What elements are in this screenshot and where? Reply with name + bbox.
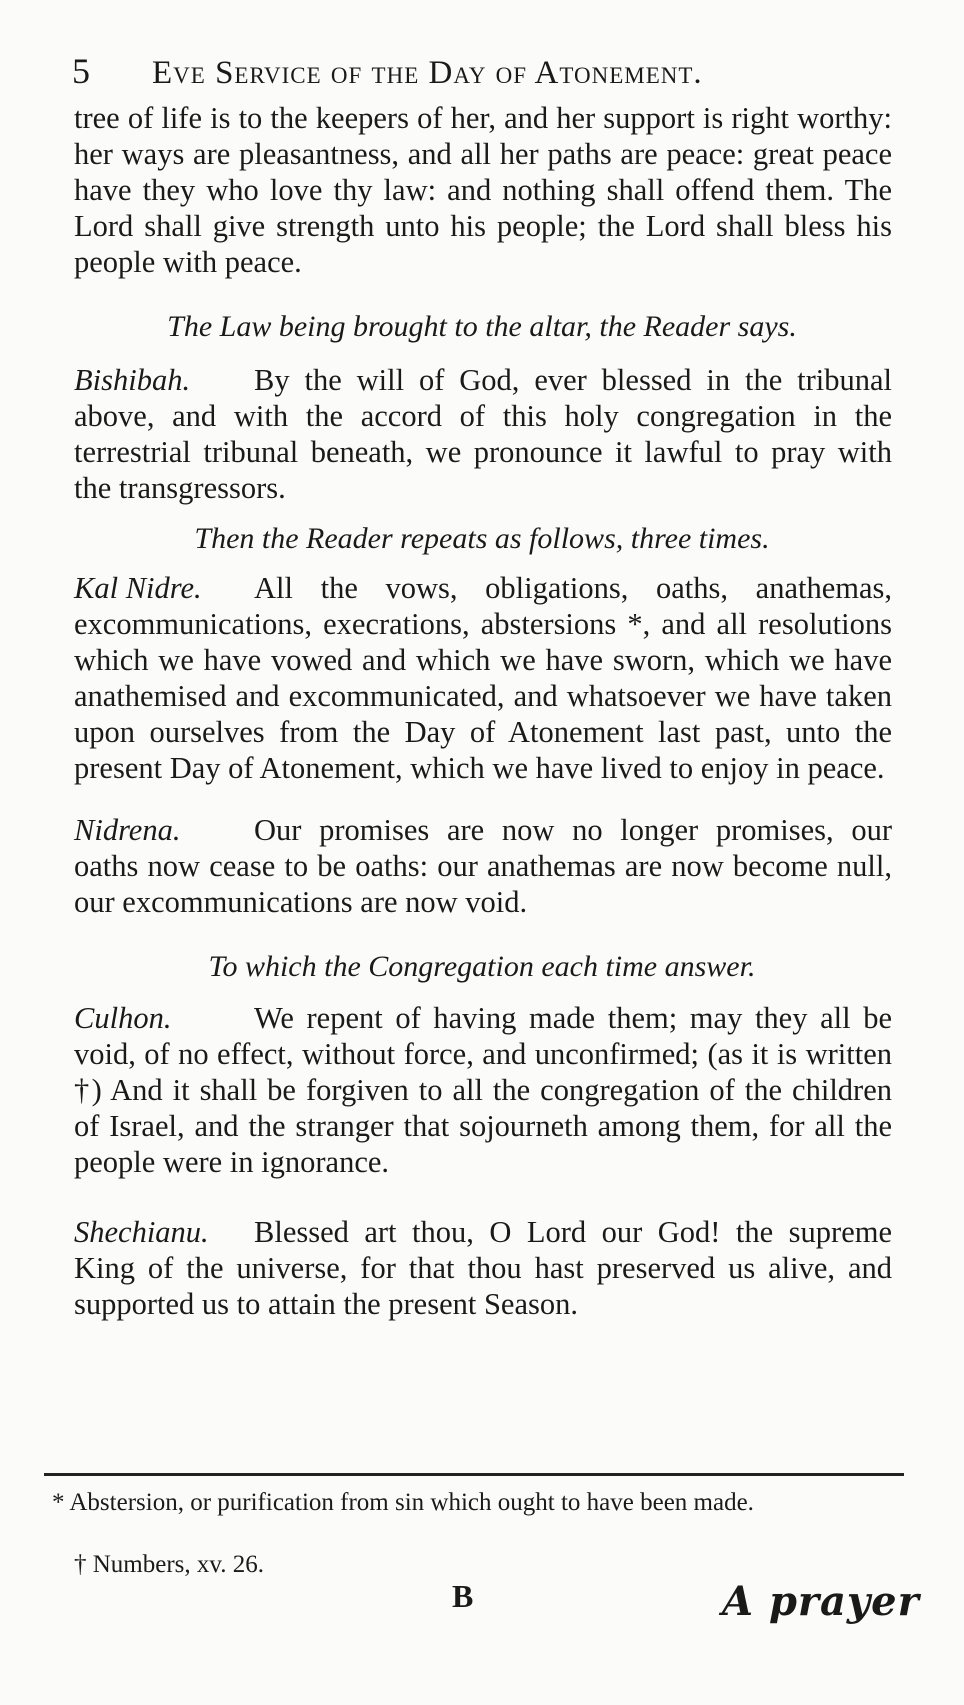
kal-nidre-label: Kal Nidre.: [74, 571, 202, 605]
nidrena-label: Nidrena.: [74, 813, 181, 847]
shechianu-text: Blessed art thou, O Lord our God! the supreme King of the universe, for that thou hast preserved us alive, and supported us to attain the present Season.: [74, 1215, 892, 1321]
nidrena-paragraph: [74, 812, 892, 920]
culhon-label: Culhon.: [74, 1001, 172, 1035]
bishibah-text: By the will of God, ever blessed in the tribunal above, and with the accord of this holy congregation in the terrestrial tribunal beneath, we pronounce it lawful to pray with the transgressors.: [74, 363, 892, 505]
page-title: Eve Service of the Day of Atonement.: [152, 55, 703, 91]
rubric-congregation-answer: To which the Congregation each time answer.: [208, 950, 756, 983]
bishibah-label: Bishibah.: [74, 363, 191, 397]
kal-nidre-text: All the vows, obligations, oaths, anathemas, excommunications, execrations, abstersions *, and all resolutions which we have vowed and which we have sworn, which we have anathemised and excommunicated, and whatsoever we have taken upon ourselves from the Day of Atonement last past, unto the present Day of Atonement, which we have lived to enjoy in peace.: [74, 571, 892, 785]
shechianu-label: Shechianu.: [74, 1215, 209, 1249]
footnote-rule: [44, 1473, 904, 1476]
signature-mark: B: [452, 1578, 474, 1614]
running-head: [72, 50, 862, 92]
footnote-numbers: † Numbers, xv. 26.: [74, 1551, 265, 1578]
page-number: 5: [72, 51, 91, 91]
shechianu-paragraph: [74, 1214, 892, 1322]
rubric-reader-repeats: Then the Reader repeats as follows, three times.: [194, 522, 770, 555]
catchword: A prayer: [722, 1578, 920, 1625]
culhon-paragraph: [74, 1000, 892, 1180]
culhon-text: We repent of having made them; may they all be void, of no effect, without force, and unconfirmed; (as it is written †) And it shall be forgiven to all the congregation of the children of Israel, and the stranger that sojourneth among them, for all the people were in ignorance.: [74, 1001, 892, 1179]
opening-paragraph: tree of life is to the keepers of her, and her support is right worthy: her ways are pleasantness, and all her paths are peace: great peace have they who love thy law: and nothing shall offend them. The Lord shall give strength unto his people; the Lord shall bless his people with peace.: [74, 101, 892, 279]
footnote-abstersion: * Abstersion, or purification from sin which ought to have been made.: [52, 1489, 754, 1516]
bishibah-paragraph: [74, 362, 892, 506]
kal-nidre-paragraph: [74, 570, 892, 786]
rubric-law-brought: The Law being brought to the altar, the Reader says.: [167, 310, 797, 343]
nidrena-text: Our promises are now no longer promises, our oaths now cease to be oaths: our anathemas are now become null, our excommunications are now void.: [74, 813, 892, 919]
